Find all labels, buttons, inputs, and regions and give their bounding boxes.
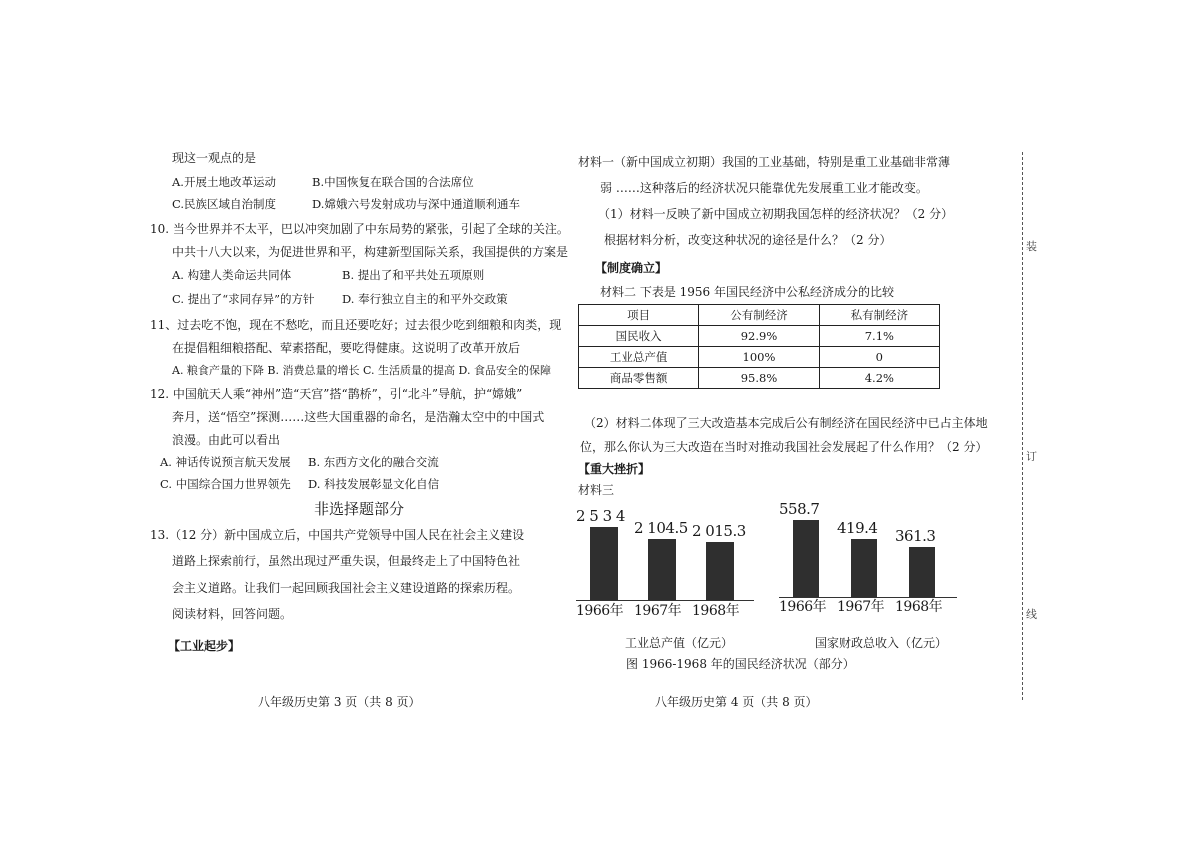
q12-line-1: 12. 中国航天人乘“神州”造“天宫”搭“鹊桥”，引“北斗”导航，护“嫦娥”: [150, 387, 523, 401]
bar-value-label: 419.4: [837, 519, 878, 537]
q13-line-1: 13.（12 分）新中国成立后，中国共产党领导中国人民在社会主义建设: [150, 528, 525, 542]
chart-bar: [706, 542, 734, 600]
material2-intro: 材料二 下表是 1956 年国民经济中公私经济成分的比较: [600, 285, 894, 299]
left-page-footer: 八年级历史第 3 页（共 8 页）: [258, 695, 421, 709]
economy-comparison-table: [578, 304, 940, 389]
q13-line-3: 会主义道路。让我们一起回顾我国社会主义建设道路的探索历程。: [172, 581, 521, 595]
q9-intro-line: 现这一观点的是: [172, 151, 257, 165]
material1-line-2: 弱 ……这种落后的经济状况只能靠优先发展重工业才能改变。: [600, 181, 928, 195]
material3-label: 材料三: [578, 483, 615, 497]
q10-line-2: 中共十八大以来，为促进世界和平，构建新型国际关系，我国提供的方案是: [172, 245, 569, 259]
section-title: 非选择题部分: [314, 500, 405, 518]
table-cell: 4.2%: [819, 368, 939, 389]
chart-bar: [909, 547, 935, 597]
q13-line-2: 道路上探索前行，虽然出现过严重失误，但最终走上了中国特色社: [172, 554, 521, 568]
bar-category-label: 1967年: [634, 603, 682, 619]
figure-caption: 图 1966-1968 年的国民经济状况（部分）: [626, 657, 855, 671]
sidebar-char: 装: [1026, 240, 1037, 253]
q12-option-a: A. 神话传说预言航天发展: [160, 455, 291, 469]
q9-option-b: B.中国恢复在联合国的合法席位: [312, 175, 474, 189]
chart-bar: [793, 520, 819, 597]
q11-line-1: 11、过去吃不饱，现在不愁吃，而且还要吃好；过去很少吃到细粮和肉类，现: [150, 318, 562, 332]
table-header: 公有制经济: [699, 305, 819, 326]
chart-caption-right: 国家财政总收入（亿元）: [815, 636, 948, 650]
table-cell: 工业总产值: [579, 347, 699, 368]
q2-line-1: （2）材料二体现了三大改造基本完成后公有制经济在国民经济中已占主体地: [584, 416, 988, 430]
bar-value-label: 2 015.3: [692, 522, 746, 540]
q9-option-c: C.民族区域自治制度: [172, 197, 277, 211]
chart-bar: [851, 539, 877, 597]
table-row: [579, 326, 940, 347]
table-header-row: [579, 305, 940, 326]
q9-option-a: A.开展土地改革运动: [172, 175, 276, 189]
q10-option-b: B. 提出了和平共处五项原则: [342, 268, 485, 282]
q11-options: A. 粮食产量的下降 B. 消费总量的增长 C. 生活质量的提高 D. 食品安全的保障: [172, 364, 551, 377]
bar-category-label: 1968年: [692, 603, 740, 619]
table-header: 项目: [579, 305, 699, 326]
bar-category-label: 1967年: [837, 599, 885, 615]
sidebar-char: 线: [1026, 608, 1037, 621]
table-cell: 国民收入: [579, 326, 699, 347]
chart-baseline: [779, 597, 957, 598]
q12-line-3: 浪漫。由此可以看出: [172, 433, 281, 447]
q12-option-d: D. 科技发展彰显文化自信: [308, 477, 440, 491]
q1-line-1: （1）材料一反映了新中国成立初期我国怎样的经济状况？（2 分）: [598, 207, 954, 221]
sidebar-char: 订: [1026, 450, 1037, 463]
bar-category-label: 1968年: [895, 599, 943, 615]
q10-line-1: 10. 当今世界并不太平，巴以冲突加剧了中东局势的紧张，引起了全球的关注。: [150, 222, 569, 236]
table-cell: 0: [819, 347, 939, 368]
q10-option-a: A. 构建人类命运共同体: [172, 268, 292, 282]
q13-line-4: 阅读材料，回答问题。: [172, 607, 293, 621]
bar-value-label: 2 5 3 4: [576, 507, 625, 525]
q12-option-b: B. 东西方文化的融合交流: [308, 455, 439, 469]
q12-option-c: C. 中国综合国力世界领先: [160, 477, 291, 491]
table-cell: 95.8%: [699, 368, 819, 389]
heading-system: 【制度确立】: [595, 261, 668, 275]
table-header: 私有制经济: [819, 305, 939, 326]
table-cell: 商品零售额: [579, 368, 699, 389]
q12-line-2: 奔月，送“悟空”探测……这些大国重器的命名，是浩瀚太空中的中国式: [172, 410, 545, 424]
bar-value-label: 2 104.5: [634, 519, 688, 537]
material1-line-1: 材料一（新中国成立初期）我国的工业基础，特别是重工业基础非常薄: [578, 155, 951, 169]
table-row: [579, 368, 940, 389]
chart-caption-left: 工业总产值（亿元）: [625, 636, 734, 650]
binding-dashed-line: [1022, 152, 1023, 700]
chart-baseline: [576, 600, 754, 601]
table-cell: 100%: [699, 347, 819, 368]
table-cell: 92.9%: [699, 326, 819, 347]
bar-category-label: 1966年: [576, 603, 624, 619]
bar-category-label: 1966年: [779, 599, 827, 615]
heading-industry: 【工业起步】: [168, 639, 241, 653]
q11-line-2: 在提倡粗细粮搭配、荤素搭配，要吃得健康。这说明了改革开放后: [172, 341, 521, 355]
chart-bar: [648, 539, 676, 600]
q1-line-2: 根据材料分析，改变这种状况的途径是什么？（2 分）: [604, 233, 892, 247]
q9-option-d: D.嫦娥六号发射成功与深中通道顺利通车: [312, 197, 520, 211]
table-row: [579, 347, 940, 368]
bar-value-label: 361.3: [895, 527, 936, 545]
q2-line-2: 位，那么你认为三大改造在当时对推动我国社会发展起了什么作用？（2 分）: [580, 440, 988, 454]
q10-option-d: D. 奉行独立自主的和平外交政策: [342, 292, 508, 306]
q10-option-c: C. 提出了“求同存异”的方针: [172, 292, 315, 306]
bar-value-label: 558.7: [779, 500, 820, 518]
chart-bar: [590, 527, 618, 600]
table-cell: 7.1%: [819, 326, 939, 347]
right-page-footer: 八年级历史第 4 页（共 8 页）: [655, 695, 818, 709]
heading-setback: 【重大挫折】: [578, 462, 651, 476]
